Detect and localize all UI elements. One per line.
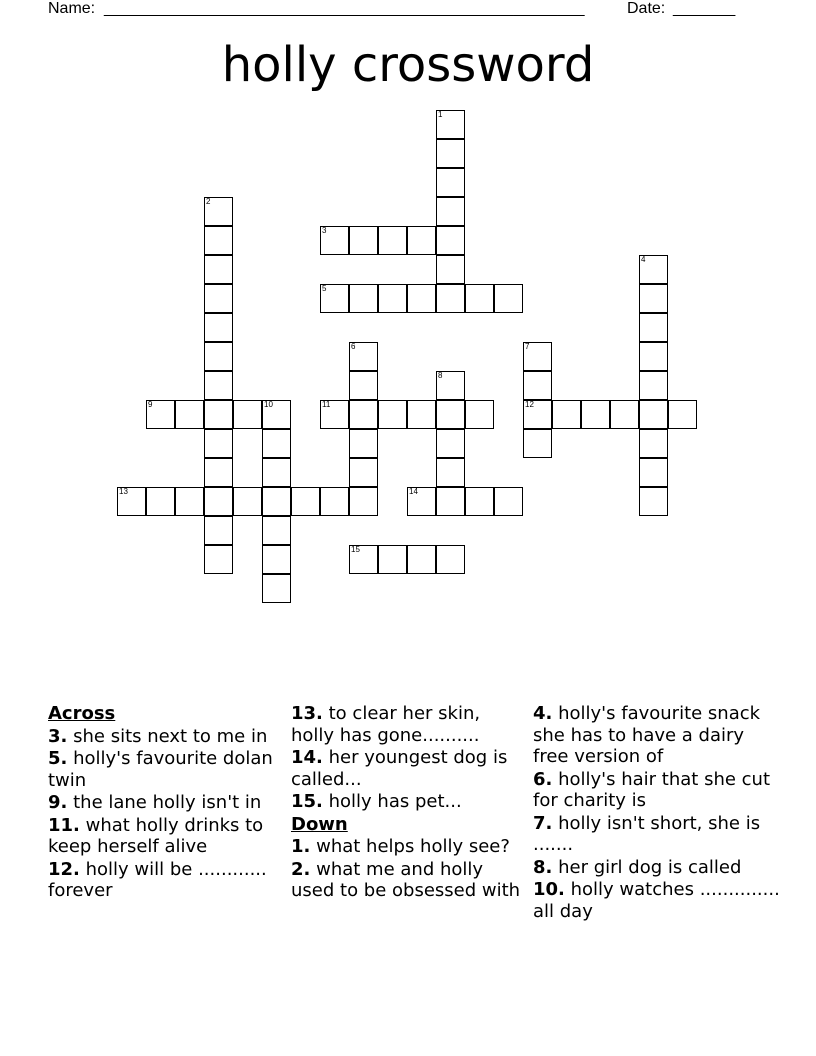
clue-down-2: [291, 859, 523, 902]
across-heading: Across: [48, 703, 116, 724]
grid-cell[interactable]: [349, 458, 378, 487]
grid-cell[interactable]: [262, 458, 291, 487]
grid-cell[interactable]: [639, 487, 668, 516]
grid-cell[interactable]: [436, 197, 465, 226]
grid-cell[interactable]: [639, 400, 668, 429]
clue-down-8: [533, 857, 783, 879]
grid-cell[interactable]: [204, 371, 233, 400]
grid-cell-11[interactable]: [320, 400, 349, 429]
grid-cell-14[interactable]: [407, 487, 436, 516]
clues-column-3: [533, 702, 783, 922]
cell-number: 10: [264, 400, 273, 409]
cell-number: 9: [148, 400, 153, 409]
grid-cell[interactable]: [581, 400, 610, 429]
grid-cell[interactable]: [320, 487, 349, 516]
grid-cell[interactable]: [349, 400, 378, 429]
grid-cell[interactable]: [204, 255, 233, 284]
grid-cell[interactable]: [262, 545, 291, 574]
grid-cell[interactable]: [233, 487, 262, 516]
clue-number: 11.: [48, 814, 80, 836]
grid-cell[interactable]: [146, 487, 175, 516]
clue-across-13: [291, 703, 523, 746]
grid-cell[interactable]: [494, 487, 523, 516]
grid-cell[interactable]: [436, 168, 465, 197]
clue-across-14: [291, 747, 523, 790]
grid-cell[interactable]: [465, 284, 494, 313]
grid-cell-3[interactable]: [320, 226, 349, 255]
date-field[interactable]: _______: [673, 0, 736, 17]
clue-text: holly isn't short, she is .......: [533, 812, 761, 855]
clue-down-7: [533, 813, 783, 856]
clue-down-1: [291, 836, 523, 858]
clue-number: 8.: [533, 856, 553, 878]
clue-text: what helps holly see?: [316, 836, 510, 857]
grid-cell-1[interactable]: [436, 110, 465, 139]
clue-number: 14.: [291, 747, 323, 768]
grid-cell[interactable]: [407, 545, 436, 574]
name-label: Name:: [48, 0, 96, 17]
clue-text: holly's hair that she cut for charity is: [533, 768, 771, 811]
clue-number: 9.: [48, 792, 68, 813]
clue-down-4: [533, 703, 783, 768]
grid-cell-10[interactable]: [262, 400, 291, 429]
clue-number: 12.: [48, 858, 80, 880]
grid-cell[interactable]: [204, 313, 233, 342]
grid-cell[interactable]: [407, 226, 436, 255]
clue-across-3: [48, 726, 273, 748]
grid-cell[interactable]: [407, 400, 436, 429]
grid-cell[interactable]: [668, 400, 697, 429]
clue-down-6: [533, 769, 783, 812]
grid-cell[interactable]: [378, 400, 407, 429]
grid-cell[interactable]: [204, 516, 233, 545]
grid-cell[interactable]: [349, 429, 378, 458]
grid-cell[interactable]: [639, 284, 668, 313]
grid-cell[interactable]: [465, 400, 494, 429]
clues-column-1: [48, 702, 273, 902]
grid-cell[interactable]: [465, 487, 494, 516]
grid-cell-12[interactable]: [523, 400, 552, 429]
grid-cell[interactable]: [262, 516, 291, 545]
grid-cell[interactable]: [175, 487, 204, 516]
clue-across-9: [48, 792, 273, 814]
grid-cell[interactable]: [436, 458, 465, 487]
clue-across-15: [291, 791, 523, 813]
grid-cell-5[interactable]: [320, 284, 349, 313]
grid-cell-15[interactable]: [349, 545, 378, 574]
grid-cell[interactable]: [407, 284, 436, 313]
clue-text: she sits next to me in: [73, 725, 268, 747]
cell-number: 11: [322, 400, 331, 409]
clue-text: holly's favourite dolan twin: [48, 748, 273, 791]
grid-cell[interactable]: [436, 284, 465, 313]
cell-number: 12: [525, 400, 534, 409]
grid-cell-7[interactable]: [523, 342, 552, 371]
grid-cell-2[interactable]: [204, 197, 233, 226]
grid-cell[interactable]: [204, 342, 233, 371]
grid-cell[interactable]: [523, 429, 552, 458]
page-title: holly crossword: [221, 37, 595, 93]
grid-cell[interactable]: [436, 429, 465, 458]
grid-cell[interactable]: [639, 342, 668, 371]
clue-text: holly watches .............. all day: [533, 879, 780, 922]
clue-across-11: [48, 815, 273, 858]
grid-cell[interactable]: [349, 371, 378, 400]
clue-number: 6.: [533, 768, 553, 790]
grid-cell[interactable]: [204, 487, 233, 516]
clue-text: her girl dog is called: [558, 856, 742, 878]
cell-number: 8: [438, 371, 443, 380]
clue-number: 5.: [48, 748, 68, 769]
clue-text: holly will be ............ forever: [48, 858, 267, 901]
grid-cell[interactable]: [494, 284, 523, 313]
cell-number: 7: [525, 342, 530, 351]
grid-cell[interactable]: [552, 400, 581, 429]
grid-cell[interactable]: [639, 371, 668, 400]
cell-number: 1: [438, 110, 443, 119]
clue-text: what holly drinks to keep herself alive: [48, 814, 264, 857]
grid-cell-9[interactable]: [146, 400, 175, 429]
grid-cell-6[interactable]: [349, 342, 378, 371]
grid-cell[interactable]: [204, 284, 233, 313]
grid-cell[interactable]: [436, 255, 465, 284]
grid-cell[interactable]: [436, 226, 465, 255]
grid-cell[interactable]: [378, 226, 407, 255]
date-label: Date:: [627, 0, 666, 17]
grid-cell[interactable]: [204, 458, 233, 487]
clue-number: 15.: [291, 791, 323, 812]
clue-text: what me and holly used to be obsessed with: [291, 858, 521, 901]
grid-cell[interactable]: [204, 400, 233, 429]
grid-cell[interactable]: [349, 487, 378, 516]
clue-number: 1.: [291, 836, 311, 857]
clue-text: the lane holly isn't in: [73, 792, 262, 813]
grid-cell[interactable]: [523, 371, 552, 400]
grid-cell[interactable]: [436, 545, 465, 574]
clue-number: 13.: [291, 703, 323, 724]
clue-down-10: [533, 879, 783, 922]
clue-number: 7.: [533, 812, 553, 834]
cell-number: 3: [322, 226, 327, 235]
clue-across-5: [48, 748, 273, 791]
grid-cell[interactable]: [262, 574, 291, 603]
grid-cell[interactable]: [262, 429, 291, 458]
cell-number: 15: [351, 545, 360, 554]
grid-cell[interactable]: [204, 429, 233, 458]
grid-cell[interactable]: [175, 400, 204, 429]
grid-cell-13[interactable]: [117, 487, 146, 516]
grid-cell[interactable]: [639, 458, 668, 487]
grid-cell[interactable]: [378, 545, 407, 574]
clue-number: 4.: [533, 703, 553, 724]
grid-cell[interactable]: [639, 429, 668, 458]
cell-number: 4: [641, 255, 646, 264]
cell-number: 13: [119, 487, 128, 496]
cell-number: 2: [206, 197, 211, 206]
grid-cell[interactable]: [610, 400, 639, 429]
grid-cell-4[interactable]: [639, 255, 668, 284]
clue-across-12: [48, 859, 273, 902]
cell-number: 14: [409, 487, 418, 496]
clue-number: 10.: [533, 879, 565, 900]
clues-column-2: [291, 702, 523, 902]
grid-cell[interactable]: [378, 284, 407, 313]
grid-cell[interactable]: [349, 284, 378, 313]
grid-cell[interactable]: [291, 487, 320, 516]
grid-cell[interactable]: [436, 139, 465, 168]
clue-text: holly has pet...: [328, 791, 462, 812]
cell-number: 6: [351, 342, 356, 351]
name-field[interactable]: ______________________________________________________: [104, 0, 585, 17]
clue-number: 2.: [291, 858, 311, 880]
grid-cell[interactable]: [639, 313, 668, 342]
grid-cell[interactable]: [436, 400, 465, 429]
grid-cell[interactable]: [204, 545, 233, 574]
clue-text: holly's favourite snack she has to have a dairy free version of: [533, 703, 761, 767]
grid-cell[interactable]: [262, 487, 291, 516]
clue-text: her youngest dog is called...: [291, 747, 508, 790]
grid-cell[interactable]: [233, 400, 262, 429]
cell-number: 5: [322, 284, 327, 293]
grid-cell[interactable]: [436, 487, 465, 516]
grid-cell-8[interactable]: [436, 371, 465, 400]
grid-cell[interactable]: [349, 226, 378, 255]
clue-text: to clear her skin, holly has gone..........: [291, 703, 481, 746]
clue-number: 3.: [48, 725, 68, 747]
grid-cell[interactable]: [204, 226, 233, 255]
down-heading: Down: [291, 813, 348, 835]
